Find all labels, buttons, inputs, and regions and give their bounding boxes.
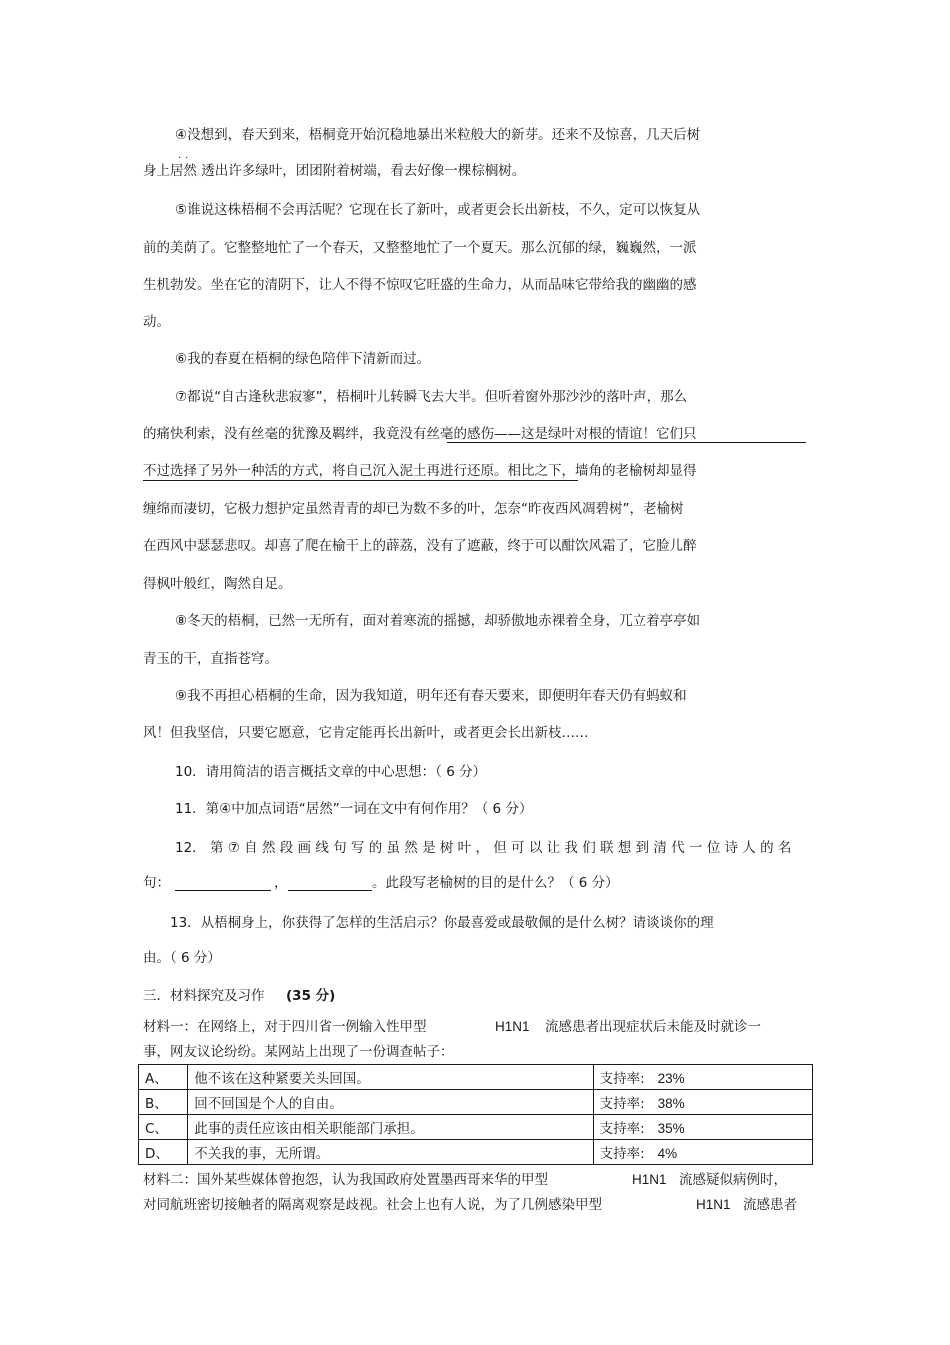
- material-1-line-2: 事，网友议论纷纷。某网站上出现了一份调查帖子：: [143, 1044, 454, 1060]
- paragraph-7-line-5: 在西风中瑟瑟悲叹。却喜了爬在榆干上的薜荔，没有了遮蔽，终于可以酣饮风霜了，它脸儿醉: [143, 538, 697, 554]
- question-12-line-1: 12． 第 ⑦ 自 然 段 画 线 句 写 的 虽 然 是 树 叶 ， 但 可 以 让 我 们 联 想 到 清 代 一 位 诗 人 的 名: [175, 840, 792, 856]
- paragraph-5-line-1: ⑤谁说这株梧桐不会再活呢？它现在长了新叶，或者更会长出新枝，不久，定可以恢复从: [175, 202, 701, 218]
- material-1-line-1c: 流感患者出现症状后未能及时就诊一: [545, 1019, 761, 1035]
- survey-rate-label: 支持率:: [599, 1121, 645, 1137]
- survey-rate-cell: [593, 1065, 812, 1090]
- question-11: 11．第④中加点词语“居然”一词在文中有何作用？（ 6 分）: [175, 801, 533, 817]
- paragraph-4-line-1: ④没想到，春天到来，梧桐竟开始沉稳地暴出米粒般大的新芽。还来不及惊喜，几天后树: [175, 127, 701, 143]
- paragraph-8-line-1: ⑧冬天的梧桐，已然一无所有，面对着寒流的摇撼，却骄傲地赤裸着全身，兀立着亭亭如: [175, 613, 701, 629]
- survey-text: 不关我的事，无所谓。: [188, 1140, 593, 1165]
- section-3-title: 三．材料探究及习作: [143, 988, 265, 1004]
- paragraph-7-line-3: 不过选择了另外一种活的方式，将自己沉入泥土再进行还原。相比之下，墙角的老榆树却显得: [143, 463, 697, 479]
- survey-row: [139, 1115, 813, 1140]
- question-12-comma: ，: [274, 875, 288, 891]
- survey-rate-value: 4%: [657, 1146, 678, 1161]
- material-1-line-1a: 材料一：在网络上，对于四川省一例输入性甲型: [143, 1019, 427, 1035]
- survey-table: [138, 1064, 813, 1165]
- paragraph-7-line-2: 的痛快利索，没有丝毫的犹豫及羁绊，我竟没有丝毫的感伤——这是绿叶对根的情谊！它们只: [143, 426, 697, 442]
- material-2-line-2a: 对同航班密切接触者的隔离观察是歧视。社会上也有人说，为了几例感染甲型: [143, 1197, 602, 1213]
- paragraph-9-line-2: 风！但我坚信，只要它愿意，它肯定能再长出新叶，或者更会长出新枝……: [143, 725, 589, 741]
- underline-p7-segment-2: [143, 480, 578, 481]
- question-13-line-2: 由。（ 6 分）: [143, 950, 221, 966]
- survey-option: C、: [139, 1115, 188, 1140]
- paragraph-5-line-3: 生机勃发。坐在它的清阴下，让人不得不惊叹它旺盛的生命力，从而品味它带给我的幽幽的感: [143, 277, 697, 293]
- survey-rate-cell: [593, 1140, 812, 1165]
- question-12-prefix: 句：: [143, 875, 170, 891]
- survey-rate-value: 35%: [657, 1121, 685, 1136]
- paragraph-4-line-2: 身上居然 透出许多绿叶，团团附着树端，看去好像一棵棕榈树。: [143, 163, 526, 179]
- survey-row: [139, 1065, 813, 1090]
- material-2-h1n1-b: H1N1: [696, 1197, 731, 1212]
- underline-p7-segment-1: [447, 442, 806, 443]
- survey-text: 他不该在这种紧要关头回国。: [188, 1065, 593, 1090]
- question-10: 10．请用简洁的语言概括文章的中心思想：（ 6 分）: [175, 764, 487, 780]
- question-12-suffix: 。此段写老榆树的目的是什么？（ 6 分）: [372, 875, 619, 891]
- material-1-h1n1: H1N1: [495, 1019, 530, 1034]
- survey-rate-cell: [593, 1115, 812, 1140]
- paragraph-7-line-4: 缠绵而凄切，它极力想护定虽然青青的却已为数不多的叶，怎奈“昨夜西风凋碧树”，老榆树: [143, 501, 684, 517]
- survey-option: D、: [139, 1140, 188, 1165]
- material-2-h1n1-a: H1N1: [632, 1172, 667, 1187]
- answer-blank-1[interactable]: [175, 890, 271, 891]
- question-13-line-1: 13．从梧桐身上，你获得了怎样的生活启示？你最喜爱或最敬佩的是什么树？请谈谈你的理: [170, 915, 714, 931]
- paragraph-6-line-1: ⑥我的春夏在梧桐的绿色陪伴下清新而过。: [175, 351, 431, 367]
- survey-option: A、: [139, 1065, 188, 1090]
- material-2-line-1a: 材料二：国外某些媒体曾抱怨，认为我国政府处置墨西哥来华的甲型: [143, 1172, 548, 1188]
- paragraph-7-line-6: 得枫叶般红，陶然自足。: [143, 576, 292, 592]
- survey-rate-label: 支持率:: [599, 1146, 645, 1162]
- survey-rate-label: 支持率:: [599, 1071, 645, 1087]
- paragraph-8-line-2: 青玉的干，直指苍穹。: [143, 651, 278, 667]
- survey-rate-value: 23%: [657, 1071, 685, 1086]
- survey-row: [139, 1090, 813, 1115]
- section-3-score: (35 分): [286, 988, 336, 1004]
- emphasis-dots: ..: [178, 150, 193, 161]
- survey-rate-value: 38%: [657, 1096, 685, 1111]
- paragraph-7-line-1: ⑦都说“自古逢秋悲寂寥”，梧桐叶儿转瞬飞去大半。但听着窗外那沙沙的落叶声，那么: [175, 389, 688, 405]
- survey-rate-label: 支持率:: [599, 1096, 645, 1112]
- survey-text: 回不回国是个人的自由。: [188, 1090, 593, 1115]
- answer-blank-2[interactable]: [288, 890, 372, 891]
- survey-text: 此事的责任应该由相关职能部门承担。: [188, 1115, 593, 1140]
- paragraph-5-line-4: 动。: [143, 314, 170, 330]
- material-2-line-1c: 流感疑似病例时，: [679, 1172, 787, 1188]
- material-2-line-2c: 流感患者: [743, 1197, 797, 1213]
- survey-option: B、: [139, 1090, 188, 1115]
- survey-rate-cell: [593, 1090, 812, 1115]
- survey-row: [139, 1140, 813, 1165]
- paragraph-9-line-1: ⑨我不再担心梧桐的生命，因为我知道，明年还有春天要来，即便明年春天仍有蚂蚁和: [175, 688, 687, 704]
- paragraph-5-line-2: 前的美荫了。它整整地忙了一个春天，又整整地忙了一个夏天。那么沉郁的绿，巍巍然，一派: [143, 240, 697, 256]
